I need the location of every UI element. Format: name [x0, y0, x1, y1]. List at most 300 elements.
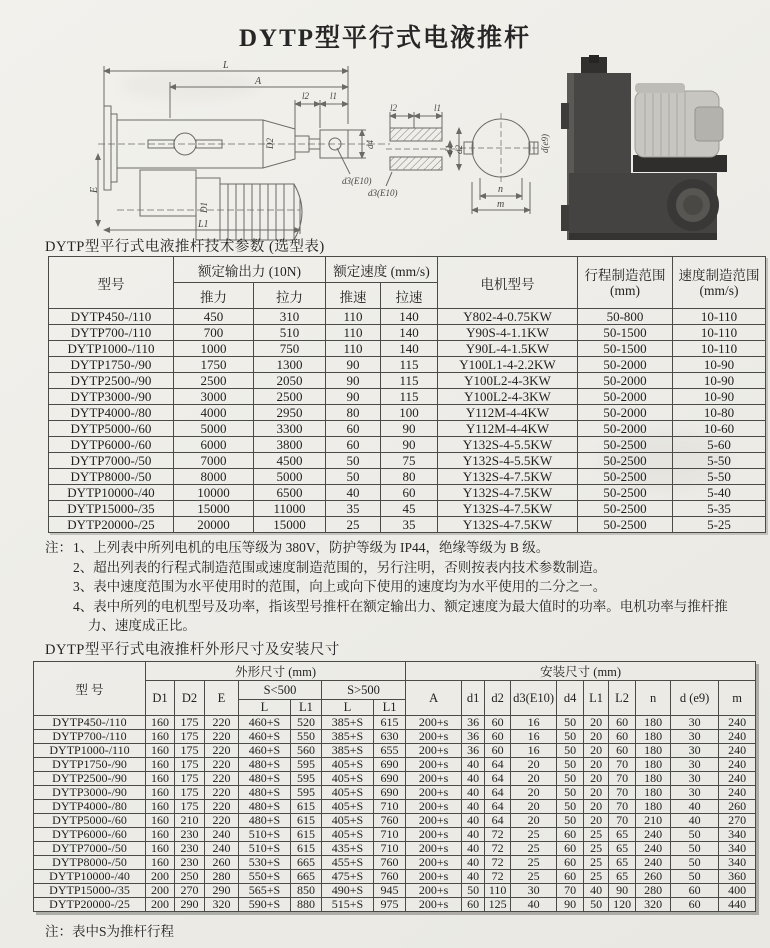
value-cell: 160: [146, 814, 175, 828]
table-row: [34, 870, 756, 884]
col-header-s-lt-500: S<500: [239, 681, 322, 700]
value-cell: 20: [511, 814, 557, 828]
value-cell: Y132S-4-7.5KW: [438, 517, 578, 533]
value-cell: 160: [146, 842, 175, 856]
value-cell: 20: [511, 786, 557, 800]
value-cell: Y100L2-4-3KW: [438, 389, 578, 405]
value-cell: 710: [374, 828, 406, 842]
value-cell: 200+s: [406, 814, 462, 828]
model-cell: DYTP6000-/60: [34, 828, 146, 842]
value-cell: 180: [636, 716, 671, 730]
value-cell: 180: [636, 786, 671, 800]
value-cell: 210: [175, 814, 205, 828]
value-cell: 2950: [254, 405, 326, 421]
value-cell: 115: [381, 389, 438, 405]
value-cell: 125: [485, 898, 511, 912]
value-cell: 590+S: [239, 898, 291, 912]
value-cell: 110: [326, 309, 381, 325]
value-cell: 200+s: [406, 800, 462, 814]
value-cell: 40: [462, 870, 485, 884]
model-cell: DYTP8000-/50: [34, 856, 146, 870]
table-row: [49, 517, 766, 533]
value-cell: 160: [146, 716, 175, 730]
value-cell: 460+S: [239, 744, 291, 758]
value-cell: 595: [291, 786, 322, 800]
value-cell: 210: [636, 814, 671, 828]
value-cell: 440: [719, 898, 756, 912]
value-cell: 760: [374, 814, 406, 828]
value-cell: Y100L1-4-2.2KW: [438, 357, 578, 373]
value-cell: 10-110: [673, 325, 766, 341]
value-cell: 8000: [174, 469, 254, 485]
value-cell: 80: [381, 469, 438, 485]
value-cell: Y132S-4-5.5KW: [438, 453, 578, 469]
value-cell: 260: [719, 800, 756, 814]
value-cell: 65: [609, 842, 636, 856]
value-cell: 50-1500: [578, 341, 673, 357]
value-cell: 10000: [174, 485, 254, 501]
table-row: [34, 786, 756, 800]
value-cell: 240: [636, 856, 671, 870]
value-cell: 60: [557, 828, 584, 842]
value-cell: 405+S: [322, 758, 374, 772]
value-cell: 20: [511, 772, 557, 786]
value-cell: 110: [326, 341, 381, 357]
col-header-L1-lt: L1: [291, 700, 322, 716]
value-cell: 160: [146, 730, 175, 744]
value-cell: 240: [636, 828, 671, 842]
value-cell: 175: [175, 786, 205, 800]
table-row: [49, 421, 766, 437]
value-cell: 40: [671, 814, 719, 828]
value-cell: 90: [381, 421, 438, 437]
col-header-rated-speed: 额定速度 (mm/s): [326, 257, 438, 283]
model-cell: DYTP8000-/50: [49, 469, 174, 485]
value-cell: 50: [326, 453, 381, 469]
value-cell: 340: [719, 842, 756, 856]
dim-d1: d1: [444, 145, 454, 154]
model-cell: DYTP2500-/90: [49, 373, 174, 389]
value-cell: 35: [381, 517, 438, 533]
value-cell: 50-1500: [578, 325, 673, 341]
col-header-m: m: [719, 681, 756, 716]
value-cell: 5000: [254, 469, 326, 485]
value-cell: 240: [719, 772, 756, 786]
value-cell: 50-2000: [578, 389, 673, 405]
value-cell: 36: [462, 744, 485, 758]
value-cell: 240: [719, 786, 756, 800]
value-cell: 220: [205, 744, 239, 758]
value-cell: 3300: [254, 421, 326, 437]
model-cell: DYTP3000-/90: [34, 786, 146, 800]
col-header-L2: L2: [609, 681, 636, 716]
table-row: [49, 309, 766, 325]
value-cell: 4500: [254, 453, 326, 469]
value-cell: 615: [291, 814, 322, 828]
dim-n: n: [498, 184, 503, 195]
value-cell: 475+S: [322, 870, 374, 884]
value-cell: 700: [174, 325, 254, 341]
value-cell: 50: [462, 884, 485, 898]
col-header-s-gt-500: S>500: [322, 681, 406, 700]
value-cell: 90: [326, 389, 381, 405]
value-cell: 30: [671, 758, 719, 772]
dim-D2: D2: [265, 138, 275, 149]
value-cell: 10-110: [673, 341, 766, 357]
value-cell: 40: [584, 884, 609, 898]
value-cell: 180: [636, 744, 671, 758]
value-cell: 50: [557, 758, 584, 772]
value-cell: Y112M-4-4KW: [438, 405, 578, 421]
value-cell: 16: [511, 716, 557, 730]
value-cell: 200+s: [406, 870, 462, 884]
value-cell: 64: [485, 814, 511, 828]
value-cell: 6000: [174, 437, 254, 453]
value-cell: 65: [609, 828, 636, 842]
col-header-stroke-range: 行程制造范围 (mm): [578, 257, 673, 309]
value-cell: 25: [326, 517, 381, 533]
value-cell: 50: [671, 856, 719, 870]
value-cell: Y132S-4-7.5KW: [438, 469, 578, 485]
col-header-L-gt: L: [322, 700, 374, 716]
value-cell: 200: [146, 898, 175, 912]
value-cell: 36: [462, 716, 485, 730]
value-cell: 200+s: [406, 842, 462, 856]
value-cell: 6500: [254, 485, 326, 501]
value-cell: 50-2000: [578, 373, 673, 389]
value-cell: 60: [557, 842, 584, 856]
value-cell: 280: [205, 870, 239, 884]
value-cell: 60: [671, 884, 719, 898]
col-header-model: 型号: [49, 257, 174, 309]
value-cell: 70: [609, 772, 636, 786]
value-cell: 480+S: [239, 800, 291, 814]
value-cell: 72: [485, 870, 511, 884]
table-row: [34, 898, 756, 912]
value-cell: 5-25: [673, 517, 766, 533]
note-item: 2、超出列表的行程式制造范围或速度制造范围的，另行注明，否则按表内技术参数制造。: [73, 559, 607, 575]
value-cell: 230: [175, 842, 205, 856]
value-cell: 50-2000: [578, 357, 673, 373]
value-cell: 565+S: [239, 884, 291, 898]
value-cell: 200+s: [406, 744, 462, 758]
value-cell: 240: [719, 730, 756, 744]
value-cell: 175: [175, 800, 205, 814]
value-cell: 240: [636, 842, 671, 856]
value-cell: 200+s: [406, 772, 462, 786]
value-cell: 260: [636, 870, 671, 884]
technical-drawing: [89, 58, 550, 238]
value-cell: 200: [146, 870, 175, 884]
value-cell: 50-2000: [578, 405, 673, 421]
model-cell: DYTP1000-/110: [34, 744, 146, 758]
value-cell: 30: [671, 772, 719, 786]
value-cell: 1300: [254, 357, 326, 373]
value-cell: 200+s: [406, 758, 462, 772]
value-cell: 25: [584, 828, 609, 842]
value-cell: 30: [671, 744, 719, 758]
col-header-d3-E10: d3(E10): [511, 681, 557, 716]
value-cell: 60: [609, 744, 636, 758]
notes-block: [45, 538, 750, 636]
value-cell: 15000: [174, 501, 254, 517]
value-cell: 20000: [174, 517, 254, 533]
value-cell: 510+S: [239, 828, 291, 842]
col-header-d1: d1: [462, 681, 485, 716]
product-photo: [545, 55, 740, 240]
model-cell: DYTP15000-/35: [34, 884, 146, 898]
value-cell: 50: [557, 716, 584, 730]
dim-d4: d4: [365, 140, 375, 149]
value-cell: Y100L2-4-3KW: [438, 373, 578, 389]
value-cell: 340: [719, 828, 756, 842]
col-header-A: A: [406, 681, 462, 716]
dim-d2: d2: [454, 145, 464, 154]
value-cell: 405+S: [322, 800, 374, 814]
value-cell: 20: [584, 814, 609, 828]
value-cell: 690: [374, 772, 406, 786]
page-title: DYTP型平行式电液推杆: [238, 25, 532, 52]
col-header-model: 型 号: [34, 662, 146, 716]
value-cell: 665: [291, 870, 322, 884]
table-row: [49, 501, 766, 517]
table-row: [49, 325, 766, 341]
model-cell: DYTP1000-/110: [49, 341, 174, 357]
note-item: 4、表中所列的电机型号及功率，指该型号推杆在额定输出力、额定速度为最大值时的功率。电机功率与推杆推力、速度成正比。: [73, 598, 728, 633]
value-cell: 280: [636, 884, 671, 898]
value-cell: 480+S: [239, 786, 291, 800]
value-cell: 72: [485, 856, 511, 870]
value-cell: 20: [584, 758, 609, 772]
value-cell: 2500: [174, 373, 254, 389]
value-cell: 270: [175, 884, 205, 898]
table-row: [49, 437, 766, 453]
value-cell: 175: [175, 730, 205, 744]
dim-d3: d3(E10): [342, 176, 372, 186]
value-cell: 160: [146, 772, 175, 786]
value-cell: 80: [326, 405, 381, 421]
value-cell: 50: [671, 842, 719, 856]
value-cell: 560: [291, 744, 322, 758]
model-cell: DYTP450-/110: [49, 309, 174, 325]
footer-note: 注：表中S为推杆行程: [45, 924, 175, 939]
table-row: [49, 357, 766, 373]
value-cell: 655: [374, 744, 406, 758]
table-row: [49, 453, 766, 469]
col-header-motor: 电机型号: [438, 257, 578, 309]
value-cell: 50: [557, 814, 584, 828]
table-row: [34, 884, 756, 898]
value-cell: 15000: [254, 517, 326, 533]
table-row: [49, 389, 766, 405]
value-cell: 50-2500: [578, 453, 673, 469]
value-cell: 320: [636, 898, 671, 912]
value-cell: 945: [374, 884, 406, 898]
value-cell: 90: [609, 884, 636, 898]
value-cell: 4000: [174, 405, 254, 421]
dim-d3b: d3(E10): [368, 188, 398, 198]
value-cell: 40: [671, 800, 719, 814]
value-cell: 450: [174, 309, 254, 325]
section2-title: DYTP型平行式电液推杆外形尺寸及安装尺寸: [45, 642, 340, 658]
value-cell: 200+s: [406, 786, 462, 800]
value-cell: 290: [175, 898, 205, 912]
value-cell: 230: [175, 828, 205, 842]
value-cell: 50: [557, 730, 584, 744]
value-cell: 515+S: [322, 898, 374, 912]
value-cell: 50-2500: [578, 469, 673, 485]
value-cell: 175: [175, 758, 205, 772]
value-cell: 50: [671, 870, 719, 884]
value-cell: 200+s: [406, 898, 462, 912]
model-cell: DYTP1750-/90: [34, 758, 146, 772]
value-cell: 60: [326, 437, 381, 453]
value-cell: 110: [485, 884, 511, 898]
value-cell: 615: [291, 842, 322, 856]
value-cell: 40: [462, 814, 485, 828]
value-cell: 3000: [174, 389, 254, 405]
value-cell: 40: [462, 786, 485, 800]
value-cell: 20: [584, 772, 609, 786]
value-cell: 50-2000: [578, 421, 673, 437]
value-cell: 25: [584, 842, 609, 856]
value-cell: 60: [485, 716, 511, 730]
value-cell: 65: [609, 870, 636, 884]
col-header-speed-range: 速度制造范围 (mm/s): [673, 257, 766, 309]
value-cell: 50: [671, 828, 719, 842]
value-cell: 320: [205, 898, 239, 912]
value-cell: 880: [291, 898, 322, 912]
value-cell: 50-2500: [578, 501, 673, 517]
value-cell: 50: [584, 898, 609, 912]
value-cell: 180: [636, 772, 671, 786]
value-cell: 35: [326, 501, 381, 517]
value-cell: 60: [381, 485, 438, 501]
value-cell: 5-50: [673, 469, 766, 485]
dim-E: E: [89, 186, 100, 193]
value-cell: 20: [511, 758, 557, 772]
dimensions-table: [33, 661, 756, 912]
table-row: [49, 405, 766, 421]
value-cell: 550: [291, 730, 322, 744]
value-cell: 40: [511, 898, 557, 912]
value-cell: 455+S: [322, 856, 374, 870]
col-header-push-force: 推力: [174, 283, 254, 309]
value-cell: 100: [381, 405, 438, 421]
table-row: [34, 828, 756, 842]
col-header-pull-force: 拉力: [254, 283, 326, 309]
model-cell: DYTP20000-/25: [49, 517, 174, 533]
value-cell: 50: [557, 786, 584, 800]
value-cell: 70: [609, 786, 636, 800]
col-header-L1: L1: [584, 681, 609, 716]
value-cell: 7000: [174, 453, 254, 469]
value-cell: 20: [584, 716, 609, 730]
value-cell: Y90L-4-1.5KW: [438, 341, 578, 357]
main-side-view: [98, 66, 390, 240]
value-cell: 240: [719, 758, 756, 772]
value-cell: 175: [175, 772, 205, 786]
dim-l1b: l1: [434, 103, 442, 113]
value-cell: 10-90: [673, 389, 766, 405]
value-cell: 70: [557, 884, 584, 898]
value-cell: 140: [381, 325, 438, 341]
value-cell: 750: [254, 341, 326, 357]
table-row: [34, 856, 756, 870]
value-cell: 25: [584, 856, 609, 870]
value-cell: 60: [671, 898, 719, 912]
value-cell: 240: [205, 842, 239, 856]
model-cell: DYTP1750-/90: [49, 357, 174, 373]
value-cell: 64: [485, 772, 511, 786]
dimensions-table-body: [34, 716, 756, 912]
note-item: 1、上列表中所列电机的电压等级为 380V，防护等级为 IP44，绝缘等级为 B 级。: [73, 540, 550, 555]
value-cell: 1000: [174, 341, 254, 357]
dim-m: m: [497, 199, 505, 210]
table-row: [49, 373, 766, 389]
value-cell: 240: [719, 744, 756, 758]
value-cell: 20: [584, 730, 609, 744]
value-cell: 70: [609, 814, 636, 828]
value-cell: Y802-4-0.75KW: [438, 309, 578, 325]
dim-L: L: [223, 60, 229, 71]
table-row: [34, 758, 756, 772]
value-cell: 10-90: [673, 373, 766, 389]
value-cell: 10-110: [673, 309, 766, 325]
value-cell: 160: [146, 786, 175, 800]
value-cell: 30: [671, 716, 719, 730]
value-cell: 200+s: [406, 730, 462, 744]
value-cell: 36: [462, 730, 485, 744]
value-cell: 360: [719, 870, 756, 884]
value-cell: 40: [326, 485, 381, 501]
model-cell: DYTP4000-/80: [34, 800, 146, 814]
table-row: [34, 772, 756, 786]
value-cell: 60: [609, 730, 636, 744]
value-cell: 160: [146, 856, 175, 870]
value-cell: 270: [719, 814, 756, 828]
value-cell: 290: [205, 884, 239, 898]
value-cell: 5-50: [673, 453, 766, 469]
value-cell: 10-90: [673, 357, 766, 373]
value-cell: 16: [511, 744, 557, 758]
value-cell: 405+S: [322, 786, 374, 800]
value-cell: 230: [175, 856, 205, 870]
value-cell: 75: [381, 453, 438, 469]
table-row: [34, 814, 756, 828]
value-cell: 20: [511, 800, 557, 814]
spec-table-body: [49, 309, 766, 533]
value-cell: 220: [205, 814, 239, 828]
value-cell: 160: [146, 828, 175, 842]
dim-d-e9: d(e9): [540, 134, 550, 153]
value-cell: 50: [557, 800, 584, 814]
table-row: [34, 716, 756, 730]
value-cell: 200+s: [406, 716, 462, 730]
value-cell: 20: [584, 800, 609, 814]
table-row: [34, 744, 756, 758]
table-row: [34, 730, 756, 744]
table-row: [49, 485, 766, 501]
value-cell: 595: [291, 772, 322, 786]
value-cell: 40: [462, 828, 485, 842]
value-cell: 385+S: [322, 730, 374, 744]
value-cell: 710: [374, 842, 406, 856]
value-cell: 460+S: [239, 730, 291, 744]
value-cell: 200+s: [406, 884, 462, 898]
value-cell: 50-2500: [578, 485, 673, 501]
value-cell: 615: [291, 800, 322, 814]
